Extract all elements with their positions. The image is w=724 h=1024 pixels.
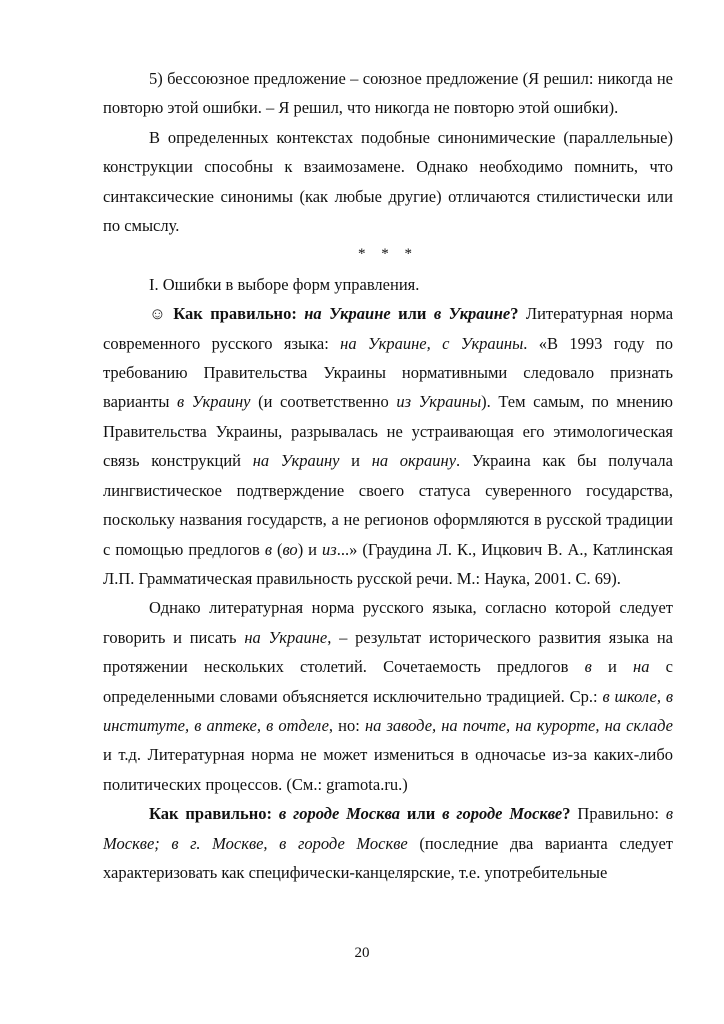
paragraph-literary-norm: Однако литературная норма русского языка, согласно которой следует говорить и писать на Украине, – результат исторического развития языка на протяжении нескольких столетий. Сочетаемость предлогов в и на с определенными словами объясняется исключительно традицией. Ср.: в школе, в институте, в аптеке, в отделе, но: на заводе, на почте, на курорте, на складе и т.д. Литературная норма не может измениться в одночасье из-за каких-либо политических процессов. (См.: gramota.ru.)	[103, 598, 674, 794]
paragraph-synonyms	[103, 123, 673, 241]
question-heading: Как правильно: на Украине или в Украине?	[173, 304, 519, 324]
paragraph-ukraine: ☺ Как правильно: на Украине или в Украине? Литературная норма современного русского языка: на Украине, с Украины. «В 1993 году по требованию Правительства Украины нормативными следовало признать варианты в Украину (и соответственно из Украины). Тем самым, по мнению Правительства Украины, разрывалась не устраивающая его этимологическая связь конструкций на Украину и на окраину. Украина как бы получала лингвистическое подтверждение своего статуса суверенного государства, поскольку названия государств, а не регионов оформляются в русской традиции с помощью предлогов в (во) и из...» (Граудина Л. К., Ицкович В. А., Катлинская Л.П. Грамматическая правильность русской речи. М.: Наука, 2001. С. 69).	[103, 304, 674, 588]
page-number: 20	[354, 945, 370, 961]
text-run: 5) бессоюзное предложение – союзное предложение (Я решил: никогда не повторю этой ошибки. – Я решил, что никогда не повторю этой ошибки).	[103, 69, 673, 118]
paragraph-asyndetic	[103, 64, 673, 123]
question-heading: Как правильно: в городе Москва или в городе Москве?	[149, 804, 571, 824]
section-heading	[103, 270, 673, 299]
body-text	[103, 64, 673, 887]
heading-text: I. Ошибки в выборе форм управления.	[149, 274, 420, 294]
gramota-link[interactable]: gramota.ru	[326, 774, 399, 794]
smiley-icon: ☺	[149, 304, 166, 324]
section-separator: * * *	[358, 246, 418, 263]
text-run: В определенных контекстах подобные синонимические (параллельные) конструкции способны к взаимозамене. Однако необходимо помнить, что синтаксические синонимы (как любые другие) отличаются стилистически или по смыслу.	[103, 127, 673, 236]
paragraph-moscow: Как правильно: в городе Москва или в городе Москве? Правильно: в Москве; в г. Москве, в городе Москве (последние два варианта следует характеризовать как специфически-канцелярские, т.е. употребительные	[103, 804, 674, 882]
